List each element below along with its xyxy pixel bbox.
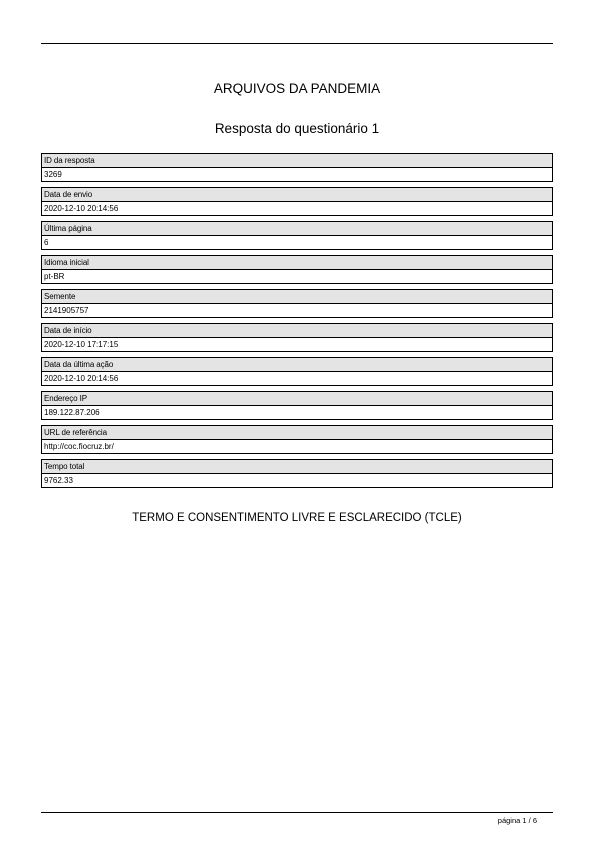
field-value: http://coc.fiocruz.br/: [41, 439, 553, 454]
response-fields: [41, 153, 553, 493]
field-value: 2020-12-10 20:14:56: [41, 371, 553, 386]
field-value: 3269: [41, 167, 553, 182]
field-value: 2020-12-10 17:17:15: [41, 337, 553, 352]
field-referrer-url: [41, 425, 553, 459]
field-seed: [41, 289, 553, 323]
field-label: ID da resposta: [41, 153, 553, 168]
field-label: Data de início: [41, 323, 553, 338]
field-label: Semente: [41, 289, 553, 304]
document-subtitle: Resposta do questionário 1: [214, 121, 380, 136]
field-label: Última página: [41, 221, 553, 236]
field-label: Data de envio: [41, 187, 553, 202]
field-submit-date: [41, 187, 553, 221]
section-title: TERMO E CONSENTIMENTO LIVRE E ESCLARECIDO (TCLE): [132, 512, 462, 524]
field-value: 2020-12-10 20:14:56: [41, 201, 553, 216]
field-value: pt-BR: [41, 269, 553, 284]
field-label: Data da última ação: [41, 357, 553, 372]
field-value: 2141905757: [41, 303, 553, 318]
page-number: página 1 / 6: [497, 816, 537, 825]
field-label: Tempo total: [41, 459, 553, 474]
field-label: Idioma inicial: [41, 255, 553, 270]
field-response-id: [41, 153, 553, 187]
field-last-action-date: [41, 357, 553, 391]
footer-rule: [41, 812, 553, 813]
field-value: 6: [41, 235, 553, 250]
field-value: 189.122.87.206: [41, 405, 553, 420]
field-total-time: [41, 459, 553, 493]
field-ip-address: [41, 391, 553, 425]
field-start-language: [41, 255, 553, 289]
document-title: ARQUIVOS DA PANDEMIA: [213, 81, 381, 96]
field-value: 9762.33: [41, 473, 553, 488]
field-start-date: [41, 323, 553, 357]
field-label: URL de referência: [41, 425, 553, 440]
field-label: Endereço IP: [41, 391, 553, 406]
field-last-page: [41, 221, 553, 255]
header-rule: [41, 43, 553, 44]
